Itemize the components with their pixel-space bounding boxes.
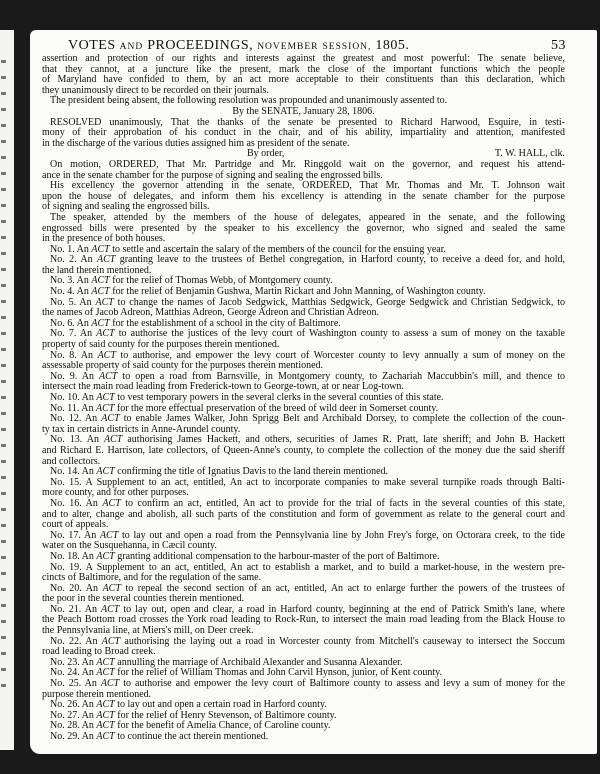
previous-page-text-fragment (1, 156, 6, 159)
text-line: No. 11. An ACT for the more effectual preservation of the breed of wild deer in Somerset county. (50, 402, 439, 414)
previous-page-text-fragment (1, 364, 6, 367)
text-line: No. 5. An ACT to change the names of Jacob Sedgwick, Matthias Sedgwick, George Sedgwick and Christian Sedgwick, to (50, 296, 565, 308)
text-line: No. 22. An ACT authorising the laying out a road in Worcester county from Mitchell's causeway to intersect the Soccum (50, 635, 565, 647)
text-line: On motion, ORDERED, That Mr. Partridge and Mr. Ringgold wait on the governor, and request his attend- (50, 158, 565, 170)
text-line: road leading to Broad creek. (42, 646, 156, 658)
header-word: VOTES (68, 38, 116, 53)
text-line: No. 28. An ACT for the benefit of Amelia Chance, of Caroline county. (50, 720, 331, 732)
previous-page-text-fragment (1, 460, 6, 463)
text-line: ance in the senate chamber for the purpose of signing and sealing the engrossed bills. (42, 169, 383, 181)
text-line: His excellency the governor attending in the senate, ORDERED, That Mr. Thomas and Mr. T. Johnson wait (50, 180, 565, 192)
text-line: in the presence of both houses. (42, 233, 166, 245)
text-line: the Peach Bottom road crosses the York road leading to Rock-Run, to intersect the main road leading from the Black House to (42, 614, 565, 626)
act-italic: ACT (102, 497, 121, 509)
previous-page-text-fragment (1, 108, 6, 111)
text-line: assertion and protection of our rights and interests against the greatest and most powerful: The senate believe, (42, 53, 565, 64)
previous-page-text-fragment (1, 636, 6, 639)
text-line: of signing and sealing the engrossed bills. (42, 201, 210, 213)
previous-page-text-fragment (1, 204, 6, 207)
text-line: No. 18. An ACT granting additional compensation to the harbour-master of the port of Baltimore. (50, 550, 440, 562)
text-line: No. 7. An ACT to authorise the justices of the levy court of Washington county to assess a sum of money on the taxable (50, 328, 565, 340)
text-line: The speaker, attended by the members of the house of delegates, appeared in the senate, and the following (50, 211, 565, 223)
text-line: more county, and for other purposes. (42, 487, 189, 499)
previous-page-text-fragment (1, 332, 6, 335)
previous-page-text-fragment (1, 588, 6, 591)
act-italic: ACT (96, 402, 115, 414)
text-line: No. 17. An ACT to lay out and open a road from the Pennsylvania line by John Frey's forge, on Octorara creek, to the tide (50, 529, 565, 541)
previous-page-text-fragment (1, 124, 6, 127)
text-line: assessable property of said county for the purposes therein mentioned. (42, 360, 324, 372)
text-line: No. 1. An ACT to settle and ascertain the salary of the members of the council for the ensuing year. (50, 243, 447, 255)
act-italic: ACT (96, 328, 115, 340)
previous-page-text-fragment (1, 524, 6, 527)
text-line: No. 14. An ACT confirming the title of Ignatius Davis to the land therein mentioned. (50, 466, 389, 478)
text-line: mony of their approbation of his conduct in the chair, and of his ability, impartiality and attention, manifested (42, 127, 565, 139)
act-italic: ACT (97, 254, 116, 266)
previous-page-text-fragment (1, 572, 6, 575)
text-line: intersect the main road leading from Frederick-town to George-town, at or near Log-town. (42, 381, 404, 393)
text-line: and Richard E. Harrison, late collectors, of Queen-Anne's county, to complete the collection of the money due the said sheriff (42, 444, 565, 456)
text-line: No. 13. An ACT authorising James Hackett, and others, securities of James R. Pratt, late sheriff; and John B. Hackett (50, 434, 565, 446)
header-word: SESSION, (322, 42, 372, 52)
text-line: purpose therein mentioned. (42, 688, 152, 700)
previous-page-text-fragment (1, 668, 6, 671)
text-line: No. 29. An ACT to continue the act therein mentioned. (50, 731, 269, 742)
act-italic: ACT (96, 731, 115, 742)
act-italic: ACT (103, 434, 123, 446)
page-number: 53 (551, 38, 566, 53)
text-line: No. 9. An ACT to open a road from Barnsville, in Montgomery county, to Zachariah Maccubbin's mill, and thence to (50, 370, 565, 382)
act-italic: ACT (91, 286, 110, 298)
act-italic: ACT (96, 392, 115, 403)
act-italic: ACT (100, 678, 120, 690)
act-italic: ACT (96, 720, 115, 732)
text-line: water on the Susquehanna, in Cæcil county. (42, 540, 217, 552)
previous-page-text-fragment (1, 556, 6, 559)
previous-page-text-fragment (1, 236, 6, 239)
text-line: court of appeals. (42, 519, 109, 531)
previous-page-text-fragment (1, 252, 6, 255)
act-italic: ACT (96, 550, 115, 562)
act-italic: ACT (102, 582, 121, 594)
text-line: the Pennsylvania line, at Miers's mill, on Deer creek. (42, 625, 254, 637)
act-italic: ACT (96, 466, 115, 478)
act-italic: ACT (95, 296, 114, 308)
previous-page-text-fragment (1, 172, 6, 175)
text-line: and collectors. (42, 455, 101, 467)
text-line: the names of Jacob Adreon, Matthias Adreon, George Adreon and Christian Adreon. (42, 307, 379, 319)
act-italic: ACT (91, 243, 110, 255)
text-line: By the SENATE, January 28, 1806. (232, 105, 375, 117)
text-line: No. 24. An ACT for the relief of William Thomas and John Carvil Hynson, junior, of Kent county. (50, 667, 443, 679)
previous-page-text-fragment (1, 188, 6, 191)
text-line: RESOLVED unanimously, That the thanks of the senate be presented to Richard Harwood, Esquire, in testi- (50, 116, 565, 128)
previous-page-text-fragment (1, 316, 6, 319)
previous-page-text-fragment (1, 300, 6, 303)
header-word: AND (119, 42, 144, 52)
act-italic: ACT (97, 349, 116, 361)
text-line: No. 3. An ACT for the relief of Thomas Webb, of Montgomery county. (50, 275, 333, 287)
text-line: that they cannot, at a juncture like the present, mark the close of the important functions which the people (42, 63, 565, 75)
act-italic: ACT (96, 699, 115, 711)
text-line: No. 2. An ACT granting leave to the trustees of Bethel congregation, in Harford county, to receive a deed for, and hold, (50, 254, 565, 266)
document-body (42, 54, 565, 743)
act-italic: ACT (96, 709, 115, 721)
act-italic: ACT (99, 370, 118, 382)
text-line: property of said county for the purposes therein mentioned. (42, 339, 280, 351)
previous-page-text-fragment (1, 540, 6, 543)
act-italic: ACT (100, 603, 120, 615)
text-line: The president being absent, the following resolution was propounded and unanimously assented to. (50, 95, 448, 107)
previous-page-text-fragment (1, 492, 6, 495)
text-line: in the discharge of the various duties assigned him as president of the senate. (42, 137, 350, 149)
previous-page-text-fragment (1, 412, 6, 415)
clerk-signature-text: T. W. HALL, clk. (494, 148, 565, 160)
act-italic: ACT (96, 656, 115, 668)
previous-page-text-fragment (1, 348, 6, 351)
text-line: they unanimously direct to be recorded on their journals. (42, 84, 269, 96)
previous-page-text-fragment (1, 652, 6, 655)
act-italic: ACT (91, 317, 110, 329)
previous-page-text-fragment (1, 76, 6, 79)
previous-page-text-fragment (1, 60, 6, 63)
previous-page-text-fragment (1, 92, 6, 95)
text-line: No. 27. An ACT for the relief of Henry Stevenson, of Baltimore county. (50, 709, 337, 721)
previous-page-text-fragment (1, 396, 6, 399)
previous-page-text-fragment (1, 508, 6, 511)
previous-page-edge (0, 30, 14, 750)
header-session-month: NOVEMBER (257, 42, 319, 52)
text-line: No. 21. An ACT to lay out, open and clear, a road in Harford county, beginning at the end of Patrick Smith's lane, where (50, 603, 565, 615)
text-line: and to alter, change and abolish, all such parts of the constitution and form of government as relate to the general court and (42, 508, 565, 520)
text-line: the land therein mentioned. (42, 264, 152, 276)
previous-page-text-fragment (1, 284, 6, 287)
previous-page-text-fragment (1, 380, 6, 383)
text-line: No. 6. An ACT for the establishment of a school in the city of Baltimore. (50, 317, 341, 329)
previous-page-text-fragment (1, 268, 6, 271)
previous-page-text-fragment (1, 140, 6, 143)
previous-page-text-fragment (1, 476, 6, 479)
text-line: No. 19. A Supplement to an act, entitled, An act to establish a market, and to build a market-house, in the western pre- (50, 561, 565, 573)
header-word: PROCEEDINGS, (147, 38, 254, 53)
act-italic: ACT (96, 667, 115, 679)
previous-page-text-fragment (1, 620, 6, 623)
text-line: No. 8. An ACT to authorise, and empower the levy court of Worcester county to levy annually a sum of money on the (50, 349, 565, 361)
previous-page-text-fragment (1, 220, 6, 223)
header-year: 1805. (375, 38, 410, 53)
text-line: No. 23. An ACT annulling the marriage of Archibald Alexander and Susanna Alexander. (50, 656, 403, 668)
previous-page-text-fragment (1, 684, 6, 687)
text-line: the poor in the several counties therein mentioned. (42, 593, 245, 605)
text-line: of Maryland have confided to them, by an act more acceptable to their constituents than this declaration, which (42, 74, 565, 86)
header-title (68, 38, 409, 54)
text-line: upon the house of delegates, and inform them his excellency is attending in the senate chamber for the purpose (42, 190, 565, 202)
text-line: No. 20. An ACT to repeal the second section of an act, entitled, An act to enlarge further the powers of the trustees of (50, 582, 565, 594)
text-line: No. 12. An ACT to enable James Walker, John Sprigg Belt and Archibald Dorsey, to complete the collection of the coun- (50, 413, 565, 425)
previous-page-text-fragment (1, 604, 6, 607)
text-line: No. 15. A Supplement to an act, entitled, An act to incorporate companies to make several turnpike roads through Balti- (50, 476, 565, 488)
act-italic: ACT (99, 529, 119, 541)
text-line: No. 10. An ACT to vest temporary powers in the several clerks in the several counties of this state. (50, 392, 444, 403)
text-line: No. 26. An ACT to lay out and open a certain road in Harford county. (50, 699, 327, 711)
previous-page-text-fragment (1, 444, 6, 447)
act-italic: ACT (101, 413, 120, 425)
act-italic: ACT (101, 635, 121, 647)
text-line: No. 25. An ACT to authorise and empower the levy court of Baltimore county to assess and levy a sum of money for the (50, 678, 565, 690)
text-line: engrossed bills were presented by the speaker to his excellency the governor, who signed and sealed the same (42, 222, 565, 234)
text-line: cincts of Baltimore, and for the regulation of the same. (42, 572, 262, 584)
text-line: No. 4. An ACT for the relief of Benjamin Gushwa, Martin Rickart and John Manning, of Washington county. (50, 286, 486, 298)
by-order-text: By order, (247, 148, 285, 160)
text-line: No. 16. An ACT to confirm an act, entitled, An act to provide for the trial of facts in the several counties of this state, (50, 497, 565, 509)
previous-page-text-fragment (1, 428, 6, 431)
text-line: ty tax in certain districts in Anne-Arundel county. (42, 423, 241, 435)
act-italic: ACT (91, 275, 110, 287)
